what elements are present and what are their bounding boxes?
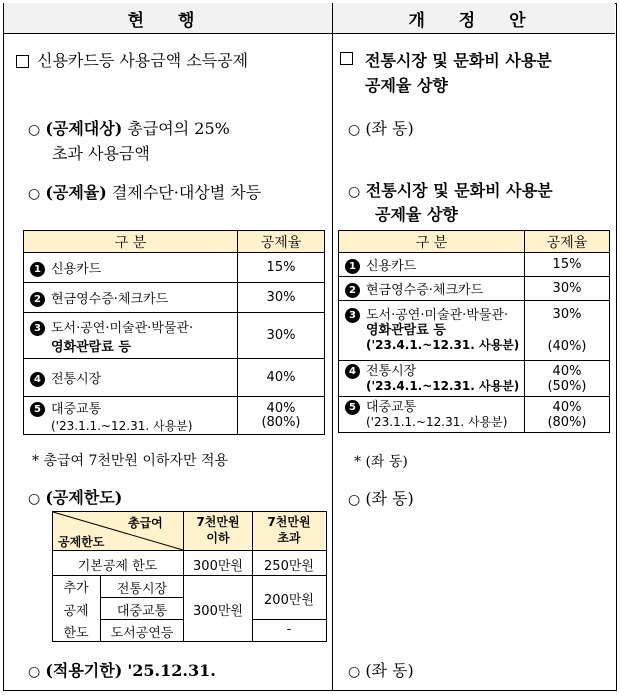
row-rate: 40% xyxy=(238,359,325,397)
limit-col2-header: 7천만원 초과 xyxy=(267,515,311,545)
checkbox-icon xyxy=(16,55,29,68)
right-section-title-line2: 공제율 상향 xyxy=(365,76,448,95)
left-section-title xyxy=(16,48,248,71)
number-badge-icon: 1 xyxy=(30,262,45,277)
row-rate-line2: (80%) xyxy=(261,414,301,430)
row-rate: 30% xyxy=(525,277,610,301)
bullet-icon: ○ xyxy=(28,491,41,507)
table-row xyxy=(339,277,610,301)
row-rate-line2: (50%) xyxy=(547,378,587,394)
extra-item-2: 대중교통 xyxy=(116,604,168,619)
period-text: '25.12.31. xyxy=(127,661,216,680)
left-rate-col1: 구 분 xyxy=(24,231,238,253)
row-name-line1: 전통시장 xyxy=(366,363,417,379)
left-limit-line xyxy=(28,485,122,508)
row-name-line1: 도서·공연·미술관·박물관· xyxy=(366,308,509,323)
column-divider xyxy=(332,3,333,691)
right-same-1 xyxy=(348,116,414,139)
row-name: 신용카드 xyxy=(366,259,417,274)
row-name: 전통시장 xyxy=(51,372,102,387)
target-text1: 총급여의 25% xyxy=(127,119,230,138)
target-label: (공제대상) xyxy=(45,119,123,138)
row-name-line1: 대중교통 xyxy=(366,399,417,415)
header-revised: 개 정 안 xyxy=(333,3,615,34)
table-row xyxy=(24,253,325,283)
rate-text: 결제수단·대상별 차등 xyxy=(111,183,262,202)
row-name-line2: ('23.1.1.~12.31. 사용분) xyxy=(366,414,508,429)
bullet-icon: ○ xyxy=(28,186,41,202)
table-row xyxy=(24,359,325,397)
table-row xyxy=(24,313,325,359)
row-name-line2: 영화관람료 등 xyxy=(366,323,446,338)
right-rate-table xyxy=(338,230,610,433)
target-text2: 초과 사용금액 xyxy=(52,144,150,163)
right-rate-col2: 공제율 xyxy=(525,231,610,253)
row-rate-line2: (80%) xyxy=(547,414,587,430)
same-text: (좌 동) xyxy=(365,661,414,680)
row-name-line1: 대중교통 xyxy=(51,401,102,417)
number-badge-icon: 1 xyxy=(345,259,360,274)
checkbox-icon xyxy=(340,52,353,65)
left-target-line1 xyxy=(28,116,230,139)
number-badge-icon: 4 xyxy=(345,364,360,379)
extra-label-1: 추가 xyxy=(63,581,89,596)
bullet-icon: ○ xyxy=(348,664,361,680)
number-badge-icon: 4 xyxy=(30,372,45,387)
extra-item-3: 도서공연등 xyxy=(110,626,174,641)
limit-col1-header: 7천만원 이하 xyxy=(196,515,240,545)
row-rate-line1: 40% xyxy=(552,363,582,379)
right-same-3 xyxy=(348,658,414,681)
header-current: 현 행 xyxy=(4,3,332,34)
row-name: 현금영수증·체크카드 xyxy=(51,292,169,307)
row-name-line2: ('23.1.1.~12.31. 사용분) xyxy=(51,418,193,433)
left-rate-table xyxy=(23,230,325,435)
corner-bottom: 공제한도 xyxy=(58,535,105,549)
left-section-title-text: 신용카드등 사용금액 소득공제 xyxy=(37,51,249,70)
limit-label: (공제한도) xyxy=(45,488,123,507)
basic-v1: 300만원 xyxy=(193,559,243,574)
extra-v2: 200만원 xyxy=(264,593,314,608)
basic-label: 기본공제 한도 xyxy=(77,559,158,574)
row-name-line3: ('23.4.1.~12.31. 사용분) xyxy=(366,338,520,352)
table-row xyxy=(24,283,325,313)
number-badge-icon: 5 xyxy=(345,400,360,415)
period-label: (적용기한) xyxy=(45,661,123,680)
number-badge-icon: 5 xyxy=(30,402,45,417)
corner-top: 총급여 xyxy=(128,516,163,530)
right-same-2 xyxy=(348,486,414,509)
row-rate-line1: 40% xyxy=(266,400,296,416)
extra-v1: 300만원 xyxy=(193,604,243,619)
row-rate-line2: (40%) xyxy=(547,338,587,354)
extra-label-2: 공제 xyxy=(63,604,89,619)
bullet-icon: ○ xyxy=(28,664,41,680)
number-badge-icon: 3 xyxy=(30,321,45,336)
row-rate: 30% xyxy=(238,313,325,359)
bullet-icon: ○ xyxy=(348,492,361,508)
right-section-title-line1: 전통시장 및 문화비 사용분 xyxy=(365,51,552,70)
extra-label-3: 한도 xyxy=(63,626,89,641)
row-rate: 15% xyxy=(238,253,325,283)
row-name-line1: 도서·공연·미술관·박물관· xyxy=(51,320,194,336)
limit-table xyxy=(52,511,326,641)
right-rate-title-line2: 공제율 상향 xyxy=(375,205,458,224)
table-row xyxy=(339,253,610,277)
basic-v2: 250만원 xyxy=(264,559,314,574)
same-text: (좌 동) xyxy=(365,119,414,138)
table-row xyxy=(339,397,610,433)
left-rate-col2: 공제율 xyxy=(238,231,325,253)
row-name: 현금영수증·체크카드 xyxy=(366,283,484,298)
row-name: 신용카드 xyxy=(51,262,102,277)
extra-item-1: 전통시장 xyxy=(116,582,168,597)
right-footnote: * (좌 동) xyxy=(354,454,408,470)
left-period-line xyxy=(28,658,216,681)
row-rate-line1: 30% xyxy=(552,306,582,322)
bullet-icon: ○ xyxy=(348,122,361,138)
table-row xyxy=(24,397,325,435)
number-badge-icon: 3 xyxy=(345,308,360,323)
row-rate: 15% xyxy=(525,253,610,277)
extra-v3: - xyxy=(286,622,292,637)
table-row xyxy=(339,361,610,397)
rate-label: (공제율) xyxy=(45,183,107,202)
bullet-icon: ○ xyxy=(28,122,41,138)
number-badge-icon: 2 xyxy=(345,283,360,298)
row-rate-line1: 40% xyxy=(552,399,582,415)
right-rate-col1: 구 분 xyxy=(339,231,525,253)
row-name-line2: 영화관람료 등 xyxy=(51,339,131,355)
bullet-icon: ○ xyxy=(348,184,361,200)
right-rate-title-line1 xyxy=(348,178,553,201)
row-name-line2: ('23.4.1.~12.31. 사용분) xyxy=(366,378,520,393)
table-row xyxy=(339,301,610,361)
number-badge-icon: 2 xyxy=(30,292,45,307)
same-text: (좌 동) xyxy=(365,489,414,508)
left-rate-line xyxy=(28,180,261,203)
left-footnote: * 총급여 7천만원 이하자만 적용 xyxy=(32,453,228,469)
rate-title-text: 전통시장 및 문화비 사용분 xyxy=(365,181,553,200)
row-rate: 30% xyxy=(238,283,325,313)
